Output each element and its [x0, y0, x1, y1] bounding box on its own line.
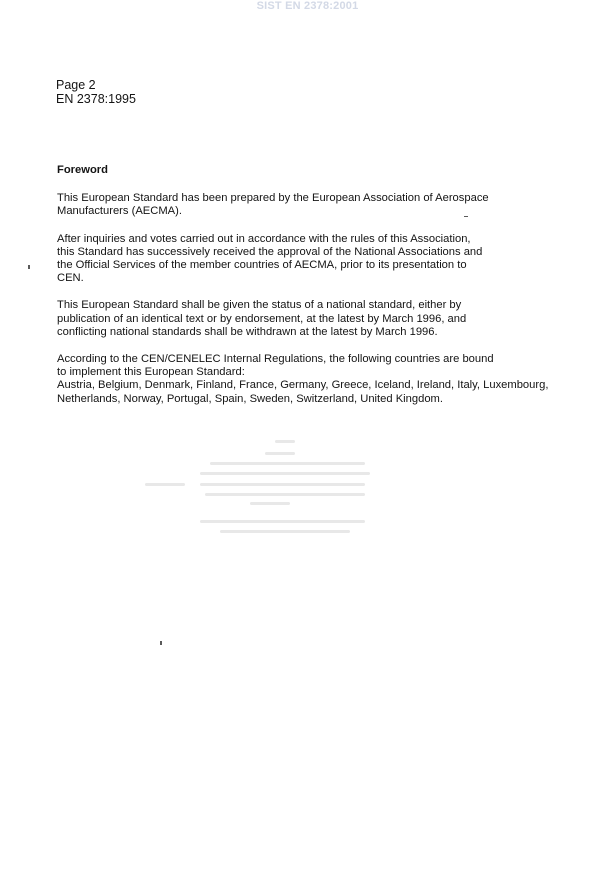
page-number: Page 2	[56, 78, 96, 92]
show-through-smudge	[140, 440, 380, 540]
watermark: SIST EN 2378:2001	[256, 0, 359, 12]
paragraph-line: CEN.	[57, 272, 84, 285]
paragraph-line: to implement this European Standard:	[57, 366, 245, 379]
paragraph-line: Austria, Belgium, Denmark, Finland, France, Germany, Greece, Iceland, Ireland, Italy, Luxembourg,	[57, 379, 549, 392]
paragraph-line: Manufacturers (AECMA).	[57, 205, 182, 218]
scan-speck	[28, 265, 30, 269]
paragraph-line: the Official Services of the member countries of AECMA, prior to its presentation to	[57, 259, 467, 272]
foreword-section	[57, 164, 567, 420]
paragraph-line: After inquiries and votes carried out in accordance with the rules of this Association,	[57, 232, 471, 245]
foreword-paragraph	[57, 353, 567, 406]
foreword-paragraph	[57, 233, 567, 286]
paragraph-line: Netherlands, Norway, Portugal, Spain, Sweden, Switzerland, United Kingdom.	[57, 392, 443, 405]
paragraph-line: publication of an identical text or by endorsement, at the latest by March 1996, and	[57, 312, 467, 325]
paragraph-line: This European Standard has been prepared by the European Association of Aerospace	[57, 192, 489, 205]
paragraph-line: This European Standard shall be given the status of a national standard, either by	[57, 299, 462, 312]
paragraph-line: conflicting national standards shall be withdrawn at the latest by March 1996.	[57, 325, 438, 338]
paragraph-line: According to the CEN/CENELEC Internal Regulations, the following countries are bound	[57, 353, 494, 366]
foreword-paragraph	[57, 299, 567, 339]
foreword-paragraph	[57, 192, 567, 218]
paragraph-line: this Standard has successively received the approval of the National Associations and	[57, 245, 483, 258]
scan-speck	[464, 216, 468, 217]
page-header	[56, 78, 136, 106]
scan-speck	[160, 641, 162, 645]
standard-number: EN 2378:1995	[56, 92, 136, 106]
foreword-heading: Foreword	[57, 164, 108, 176]
